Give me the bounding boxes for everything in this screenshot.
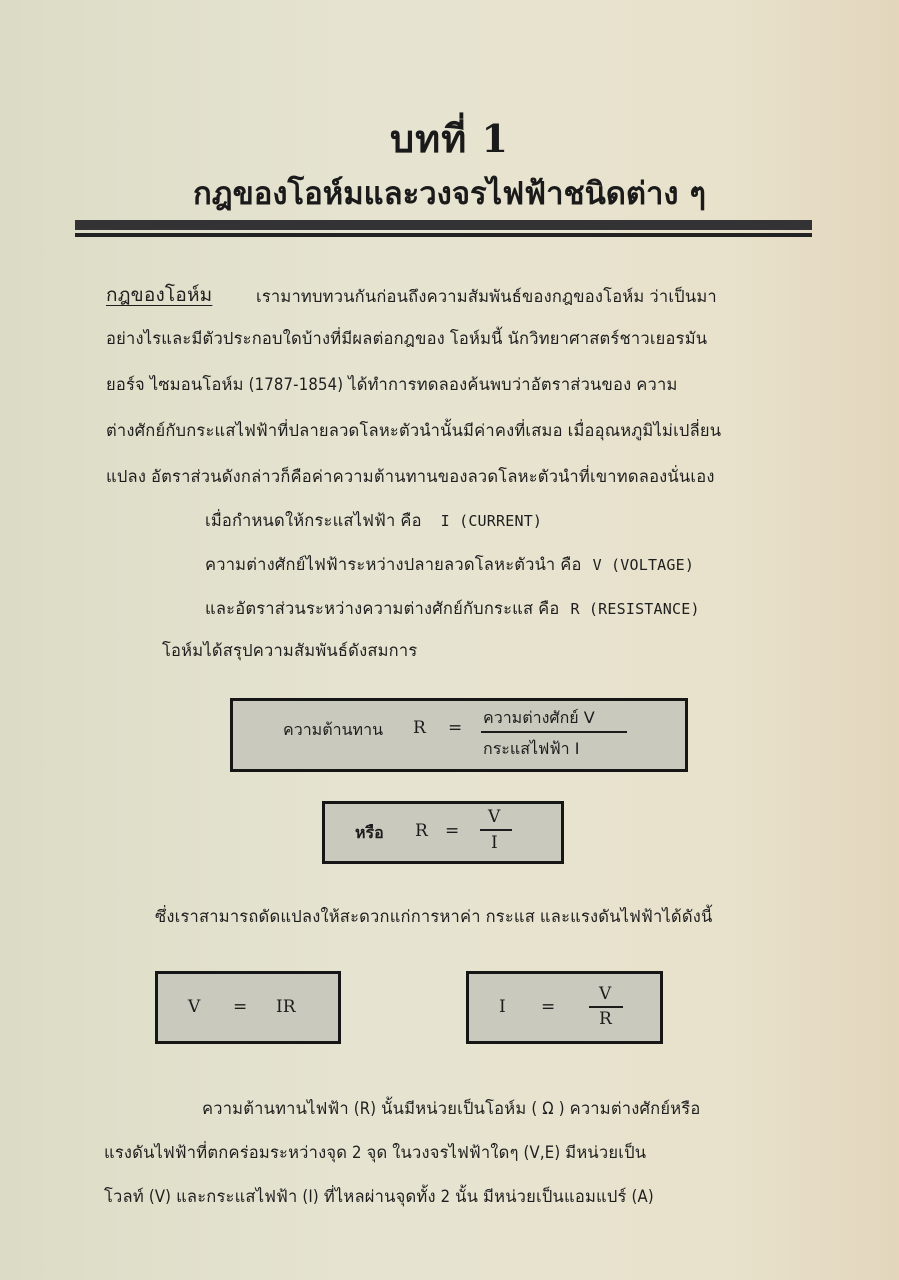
paragraph-line: ยอร์จ ไซมอนโอห์ม (1787-1854) ได้ทำการทดลองค้นพบว่าอัตราส่วนของ ความ [106,375,678,394]
equation-numerator: V [599,984,612,1004]
fraction-bar [480,829,512,831]
equation-denominator: I [491,833,498,853]
paragraph-line: ความต้านทานไฟฟ้า (R) นั้นมีหน่วยเป็นโอห์ม ( Ω ) ความต่างศักย์หรือ [202,1099,701,1118]
equation-box-current [466,971,663,1044]
section-heading: กฎของโอห์ม [106,284,213,306]
paragraph-line: แรงดันไฟฟ้าที่ตกคร่อมระหว่างจุด 2 จุด ในวงจรไฟฟ้าใดๆ (V,E) มีหน่วยเป็น [104,1143,647,1162]
equation-denominator: กระแสไฟฟ้า I [483,739,580,758]
fraction-bar [481,731,627,733]
equation-lhs: I [499,997,506,1017]
header-rule-thin [75,233,812,237]
equation-equals: = [233,997,248,1017]
definition-symbol: V (VOLTAGE) [592,556,695,574]
summary-line: โอห์มได้สรุปความสัมพันธ์ดังสมการ [162,641,418,660]
equation-equals: = [448,718,463,738]
equation-box-voltage [155,971,341,1044]
equation-numerator: V [488,807,501,827]
paragraph-line: เรามาทบทวนกันก่อนถึงความสัมพันธ์ของกฎของโอห์ม ว่าเป็นมา [256,287,717,306]
definition-text: เมื่อกำหนดให้กระแสไฟฟ้า คือ [205,511,422,530]
definition-symbol: I (CURRENT) [440,512,543,530]
definition-voltage [205,552,694,578]
equation-denominator: R [599,1009,612,1029]
definition-text: ความต่างศักย์ไฟฟ้าระหว่างปลายลวดโลหะตัวนำ คือ [205,555,582,574]
equation-lhs: V [188,997,201,1017]
paragraph-line: อย่างไรและมีตัวประกอบใดบ้างที่มีผลต่อกฎของ โอห์มนี้ นักวิทยาศาสตร์ชาวเยอรมัน [106,329,708,348]
equation-box-resistance [230,698,688,772]
fraction-bar [589,1006,623,1008]
equation-lhs: R [413,718,426,738]
chapter-title: กฎของโอห์มและวงจรไฟฟ้าชนิดต่าง ๆ [192,176,707,212]
paragraph-line: โวลท์ (V) และกระแสไฟฟ้า (I) ที่ไหลผ่านจุดทั้ง 2 นั้น มีหน่วยเป็นแอมแปร์ (A) [104,1187,654,1206]
paragraph-line: ต่างศักย์กับกระแสไฟฟ้าที่ปลายลวดโลหะตัวนำนั้นมีค่าคงที่เสมอ เมื่ออุณหภูมิไม่เปลี่ยน [106,421,722,440]
definition-resistance [205,596,700,622]
definition-current [205,508,542,534]
chapter-number: บทที่ 1 [390,116,509,161]
equation-numerator: ความต่างศักย์ V [483,708,595,727]
equation-rhs: IR [276,997,296,1017]
equation-equals: = [445,821,460,841]
equation-box-short [322,801,564,864]
transform-line: ซึ่งเราสามารถดัดแปลงให้สะดวกแก่การหาค่า กระแส และแรงดันไฟฟ้าได้ดังนี้ [155,907,713,926]
header-rule-thick [75,220,812,230]
definition-text: และอัตราส่วนระหว่างความต่างศักย์กับกระแส คือ [205,599,560,618]
paragraph-line: แปลง อัตราส่วนดังกล่าวก็คือค่าความต้านทานของลวดโลหะตัวนำที่เขาทดลองนั่นเอง [106,467,715,486]
definition-symbol: R (RESISTANCE) [570,600,700,618]
equation-label: หรือ [355,823,384,842]
equation-equals: = [541,997,556,1017]
equation-lhs: R [415,821,428,841]
equation-label: ความต้านทาน [283,720,383,739]
